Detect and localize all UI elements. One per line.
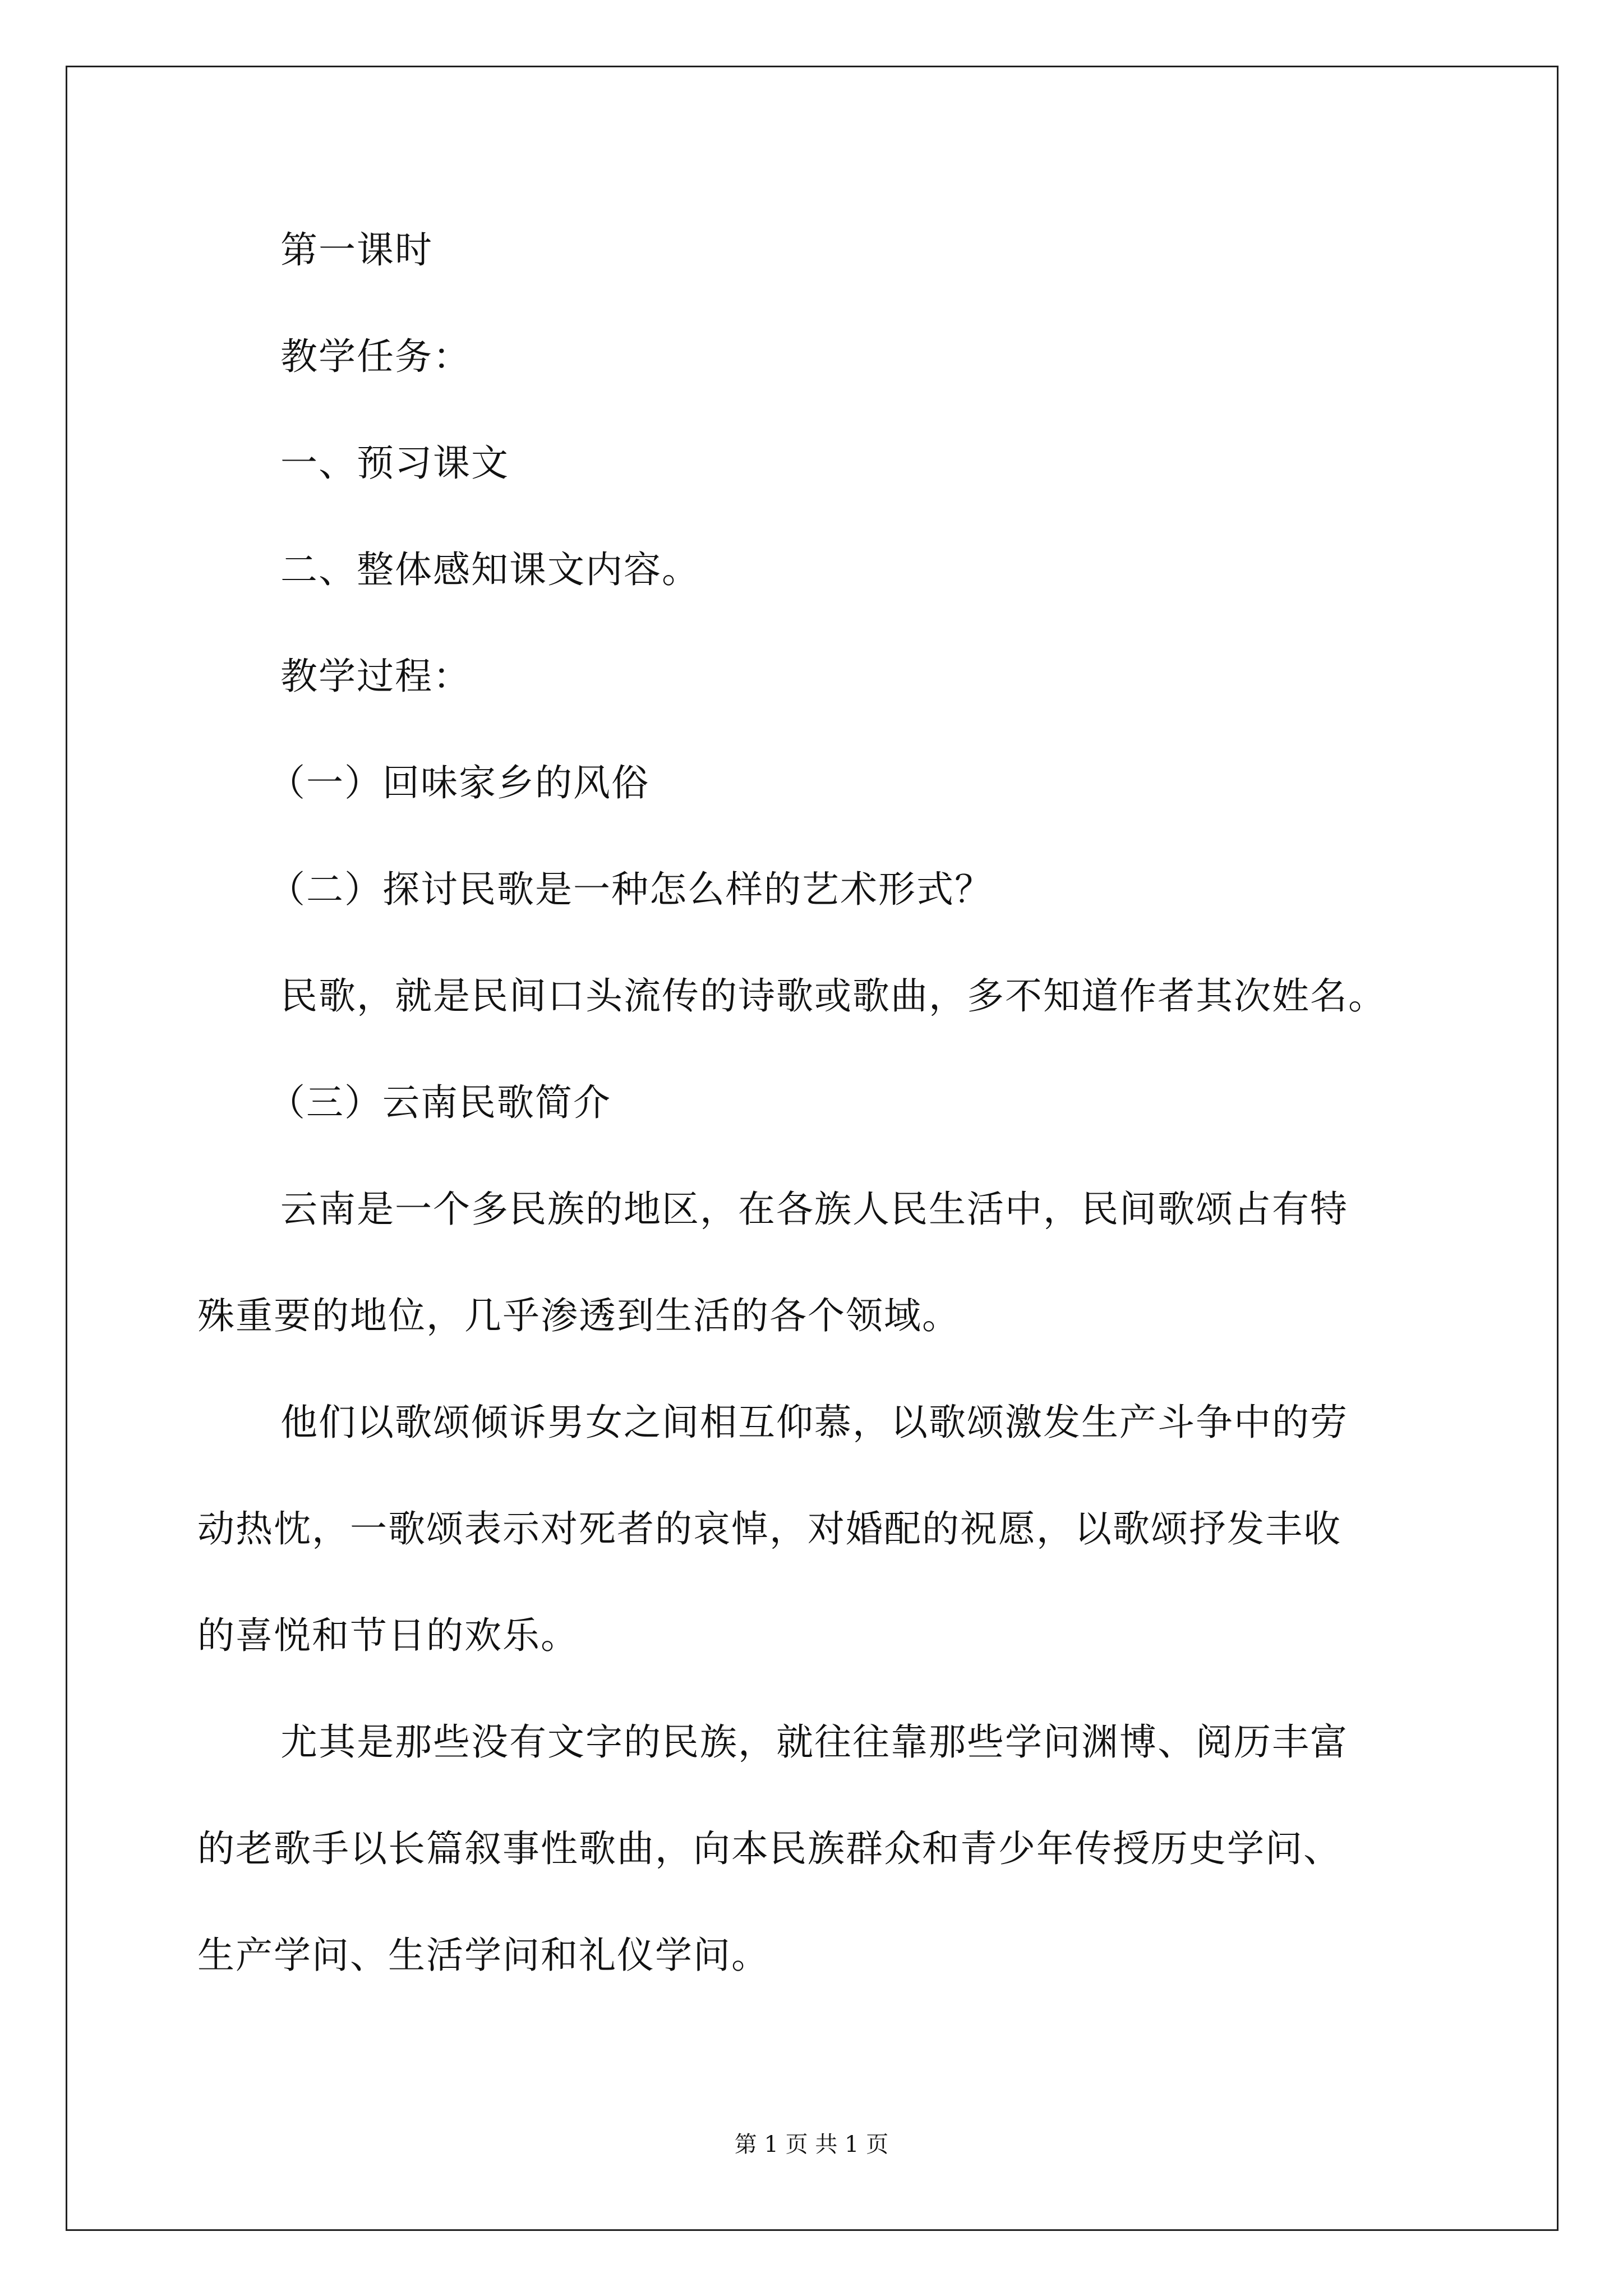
text-line: 第一课时 (280, 228, 433, 272)
text-line: 教学过程： (280, 655, 471, 698)
text-line: 他们以歌颂倾诉男女之间相互仰慕，以歌颂激发生产斗争中的劳 (280, 1401, 1348, 1444)
text-line: 尤其是那些没有文字的民族，就往往靠那些学问渊博、阅历丰富 (280, 1720, 1348, 1764)
text-line: 生产学问、生活学问和礼仪学问。 (197, 1934, 769, 1977)
text-line: （三）云南民歌简介 (268, 1081, 611, 1124)
text-line: 云南是一个多民族的地区，在各族人民生活中，民间歌颂占有特 (280, 1188, 1348, 1231)
text-line: 动热忱，一歌颂表示对死者的哀悼，对婚配的祝愿，以歌颂抒发丰收 (197, 1507, 1341, 1550)
text-line: 的老歌手以长篇叙事性歌曲，向本民族群众和青少年传授历史学问、 (197, 1827, 1341, 1870)
page-footer: 第 1 页 共 1 页 (734, 2132, 889, 2157)
text-line: 殊重要的地位，几乎渗透到生活的各个领域。 (197, 1294, 960, 1337)
text-line: 教学任务： (280, 335, 471, 378)
text-line: 民歌，就是民间口头流传的诗歌或歌曲，多不知道作者其次姓名。 (280, 974, 1386, 1018)
text-line: 二、整体感知课文内容。 (280, 548, 700, 591)
text-line: 的喜悦和节日的欢乐。 (197, 1614, 579, 1657)
text-line: （二）探讨民歌是一种怎么样的艺术形式？ (268, 868, 993, 911)
text-line: （一）回味家乡的风俗 (268, 761, 649, 804)
text-line: 一、预习课文 (280, 441, 509, 485)
page-border (66, 66, 1559, 2231)
